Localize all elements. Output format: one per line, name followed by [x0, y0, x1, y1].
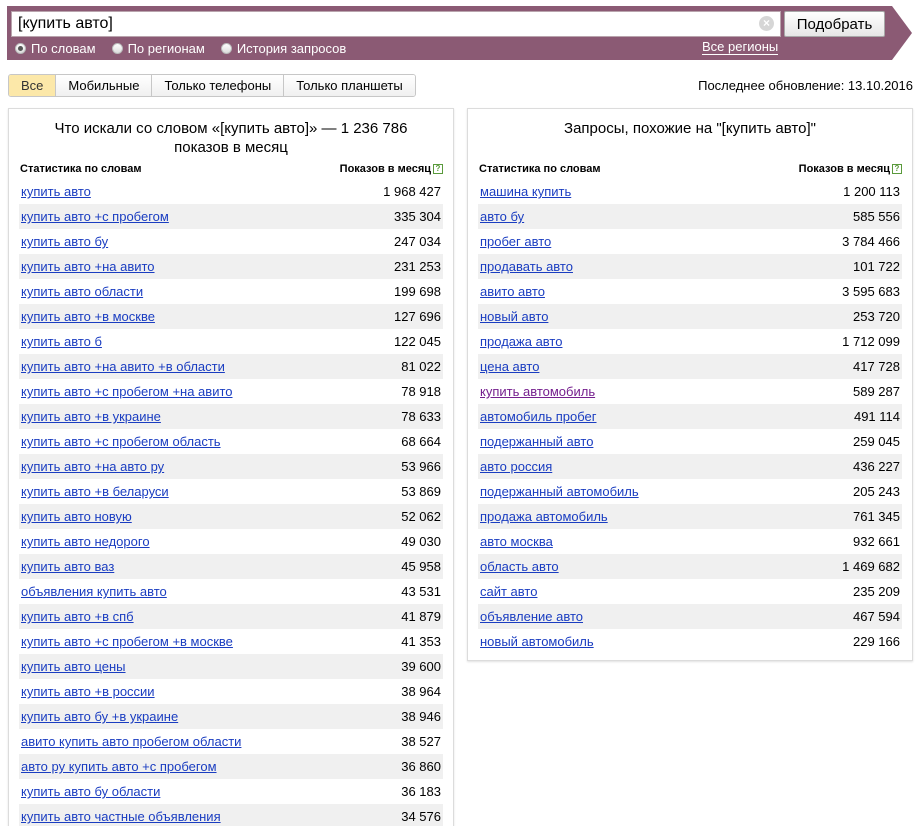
phrase-link[interactable]: купить авто +с пробегом область: [21, 434, 221, 449]
column-count-label: Показов в месяц: [798, 163, 890, 175]
impressions-count: 38 946: [401, 709, 441, 724]
last-update-text: Последнее обновление: 13.10.2016: [698, 78, 913, 93]
table-row: [478, 529, 902, 554]
tab-phones-only[interactable]: Только телефоны: [151, 75, 283, 96]
phrase-link[interactable]: новый автомобиль: [480, 634, 594, 649]
phrase-link[interactable]: купить авто новую: [21, 509, 132, 524]
search-input[interactable]: [12, 12, 752, 36]
table-row: [19, 229, 443, 254]
phrase-link[interactable]: подержанный авто: [480, 434, 594, 449]
table-row: [19, 754, 443, 779]
words-table: [19, 179, 443, 826]
panel-title: [9, 119, 453, 157]
impressions-count: 38 964: [401, 684, 441, 699]
column-count-header: [799, 163, 902, 175]
mode-label: История запросов: [236, 40, 347, 56]
table-row: [19, 704, 443, 729]
impressions-count: 78 918: [401, 384, 441, 399]
impressions-count: 101 722: [853, 259, 900, 274]
phrase-link[interactable]: купить авто: [21, 184, 91, 199]
table-row: [19, 729, 443, 754]
impressions-count: 41 879: [401, 609, 441, 624]
impressions-count: 335 304: [394, 209, 441, 224]
table-row: [478, 479, 902, 504]
column-count-header: [340, 163, 443, 175]
impressions-count: 52 062: [401, 509, 441, 524]
impressions-count: 68 664: [401, 434, 441, 449]
help-icon[interactable]: ?: [892, 164, 902, 174]
mode-by-regions[interactable]: [112, 41, 205, 56]
panel-title-line-1: Что искали со словом «[купить авто]» — 1 236 786: [54, 120, 408, 137]
phrase-link[interactable]: купить авто +в украине: [21, 409, 161, 424]
table-header: [20, 163, 443, 178]
phrase-link[interactable]: авито авто: [480, 284, 545, 299]
impressions-count: 53 869: [401, 484, 441, 499]
panel-title: [468, 119, 912, 138]
phrase-link[interactable]: продажа автомобиль: [480, 509, 608, 524]
table-row: [19, 254, 443, 279]
search-band: [7, 6, 912, 60]
impressions-count: 43 531: [401, 584, 441, 599]
help-icon[interactable]: ?: [433, 164, 443, 174]
table-row: [478, 554, 902, 579]
impressions-count: 589 287: [853, 384, 900, 399]
phrase-link[interactable]: купить авто бу: [21, 234, 109, 249]
phrase-link[interactable]: купить авто +с пробегом +в москве: [21, 634, 233, 649]
clear-search-icon[interactable]: ×: [759, 16, 774, 31]
phrase-link[interactable]: объявления купить авто: [21, 584, 167, 599]
panel-title-line-2: показов в месяц: [174, 139, 288, 156]
phrase-link[interactable]: авто россия: [480, 459, 553, 474]
phrase-link[interactable]: купить авто +на авито: [21, 259, 155, 274]
phrase-link[interactable]: купить авто +с пробегом: [21, 209, 169, 224]
impressions-count: 436 227: [853, 459, 900, 474]
impressions-count: 585 556: [853, 209, 900, 224]
tab-all[interactable]: Все: [9, 75, 55, 96]
table-row: [19, 179, 443, 204]
table-row: [478, 204, 902, 229]
table-row: [478, 429, 902, 454]
phrase-link[interactable]: подержанный автомобиль: [480, 484, 639, 499]
submit-button[interactable]: Подобрать: [784, 11, 885, 37]
impressions-count: 39 600: [401, 659, 441, 674]
table-row: [478, 229, 902, 254]
table-row: [478, 504, 902, 529]
panel-title-line-1: Запросы, похожие на "[купить авто]": [564, 120, 816, 137]
table-row: [19, 579, 443, 604]
phrase-link[interactable]: новый авто: [480, 309, 549, 324]
impressions-count: 36 860: [401, 759, 441, 774]
table-row: [19, 304, 443, 329]
table-row: [478, 329, 902, 354]
impressions-count: 229 166: [853, 634, 900, 649]
impressions-count: 1 712 099: [842, 334, 900, 349]
table-row: [478, 404, 902, 429]
table-row: [19, 204, 443, 229]
impressions-count: 231 253: [394, 259, 441, 274]
phrase-link[interactable]: авто москва: [480, 534, 553, 549]
impressions-count: 247 034: [394, 234, 441, 249]
phrase-link[interactable]: авто ру купить авто +с пробегом: [21, 759, 217, 774]
phrase-link[interactable]: купить авто цены: [21, 659, 126, 674]
phrase-link[interactable]: купить авто +в спб: [21, 609, 134, 624]
phrase-link[interactable]: купить авто +в беларуси: [21, 484, 169, 499]
phrase-link[interactable]: автомобиль пробег: [480, 409, 597, 424]
impressions-count: 491 114: [853, 409, 900, 424]
impressions-count: 253 720: [853, 309, 900, 324]
impressions-count: 3 595 683: [842, 284, 900, 299]
table-header: [479, 163, 902, 178]
phrase-link[interactable]: объявление авто: [480, 609, 584, 624]
table-row: [19, 629, 443, 654]
phrase-link[interactable]: продавать авто: [480, 259, 573, 274]
radio-by-regions[interactable]: [112, 43, 123, 54]
similar-queries-panel: [467, 108, 913, 661]
impressions-count: 81 022: [401, 359, 441, 374]
table-row: [478, 304, 902, 329]
table-row: [19, 479, 443, 504]
impressions-count: 1 200 113: [843, 184, 900, 199]
impressions-count: 761 345: [853, 509, 900, 524]
radio-by-words[interactable]: [15, 43, 26, 54]
column-count-label: Показов в месяц: [339, 163, 431, 175]
tab-mobile[interactable]: Мобильные: [55, 75, 151, 96]
phrase-link[interactable]: купить авто +на авито +в области: [21, 359, 225, 374]
impressions-count: 49 030: [401, 534, 441, 549]
table-row: [19, 554, 443, 579]
table-row: [478, 254, 902, 279]
phrase-link[interactable]: цена авто: [480, 359, 540, 374]
phrase-link[interactable]: купить авто недорого: [21, 534, 150, 549]
table-row: [19, 404, 443, 429]
table-row: [19, 504, 443, 529]
impressions-count: 45 958: [401, 559, 441, 574]
table-row: [19, 779, 443, 804]
impressions-count: 41 353: [401, 634, 441, 649]
table-row: [19, 454, 443, 479]
table-row: [19, 604, 443, 629]
impressions-count: 36 183: [401, 784, 441, 799]
search-mode-group: [15, 40, 362, 56]
phrase-link[interactable]: купить авто б: [21, 334, 102, 349]
phrase-link[interactable]: продажа авто: [480, 334, 563, 349]
table-row: [19, 329, 443, 354]
phrase-link[interactable]: авто бу: [480, 209, 525, 224]
table-row: [478, 579, 902, 604]
table-row: [478, 604, 902, 629]
phrase-link[interactable]: пробег авто: [480, 234, 552, 249]
impressions-count: 259 045: [853, 434, 900, 449]
impressions-count: 417 728: [853, 359, 900, 374]
impressions-count: 127 696: [394, 309, 441, 324]
impressions-count: 205 243: [853, 484, 900, 499]
impressions-count: 78 633: [401, 409, 441, 424]
mode-by-words[interactable]: [15, 41, 96, 56]
phrase-link[interactable]: купить авто области: [21, 284, 144, 299]
impressions-count: 1 469 682: [842, 559, 900, 574]
table-row: [19, 679, 443, 704]
table-row: [19, 279, 443, 304]
search-box[interactable]: [11, 11, 781, 37]
column-phrase-header: Статистика по словам: [479, 163, 601, 175]
phrase-link[interactable]: купить авто бу области: [21, 784, 161, 799]
table-row: [19, 654, 443, 679]
phrase-link[interactable]: сайт авто: [480, 584, 538, 599]
tab-tablets-only[interactable]: Только планшеты: [283, 75, 414, 96]
words-stat-panel: [8, 108, 454, 826]
impressions-count: 1 968 427: [383, 184, 441, 199]
impressions-count: 199 698: [394, 284, 441, 299]
table-row: [478, 279, 902, 304]
table-row: [478, 179, 902, 204]
impressions-count: 53 966: [401, 459, 441, 474]
table-row: [478, 629, 902, 654]
table-row: [19, 804, 443, 826]
table-row: [19, 379, 443, 404]
device-tabs: [8, 74, 416, 97]
table-row: [478, 354, 902, 379]
phrase-link[interactable]: купить автомобиль: [480, 384, 596, 399]
phrase-link[interactable]: купить авто бу +в украине: [21, 709, 179, 724]
phrase-link[interactable]: купить авто ваз: [21, 559, 115, 574]
column-phrase-header: Статистика по словам: [20, 163, 142, 175]
phrase-link[interactable]: авито купить авто пробегом области: [21, 734, 242, 749]
table-row: [19, 429, 443, 454]
mode-query-history[interactable]: [221, 41, 347, 56]
table-row: [478, 379, 902, 404]
phrase-link[interactable]: купить авто +на авто ру: [21, 459, 165, 474]
table-row: [478, 454, 902, 479]
impressions-count: 235 209: [853, 584, 900, 599]
phrase-link[interactable]: купить авто +в москве: [21, 309, 155, 324]
phrase-link[interactable]: купить авто частные объявления: [21, 809, 221, 824]
impressions-count: 122 045: [394, 334, 441, 349]
phrase-link[interactable]: область авто: [480, 559, 559, 574]
impressions-count: 34 576: [401, 809, 441, 824]
table-row: [19, 529, 443, 554]
similar-table: [478, 179, 902, 654]
phrase-link[interactable]: машина купить: [480, 184, 572, 199]
all-regions-link[interactable]: Все регионы: [702, 39, 779, 54]
phrase-link[interactable]: купить авто +в россии: [21, 684, 155, 699]
mode-label: По регионам: [127, 40, 205, 56]
radio-query-history[interactable]: [221, 43, 232, 54]
impressions-count: 3 784 466: [842, 234, 900, 249]
impressions-count: 932 661: [853, 534, 900, 549]
impressions-count: 38 527: [401, 734, 441, 749]
mode-label: По словам: [31, 40, 96, 56]
table-row: [19, 354, 443, 379]
phrase-link[interactable]: купить авто +с пробегом +на авито: [21, 384, 233, 399]
impressions-count: 467 594: [853, 609, 900, 624]
